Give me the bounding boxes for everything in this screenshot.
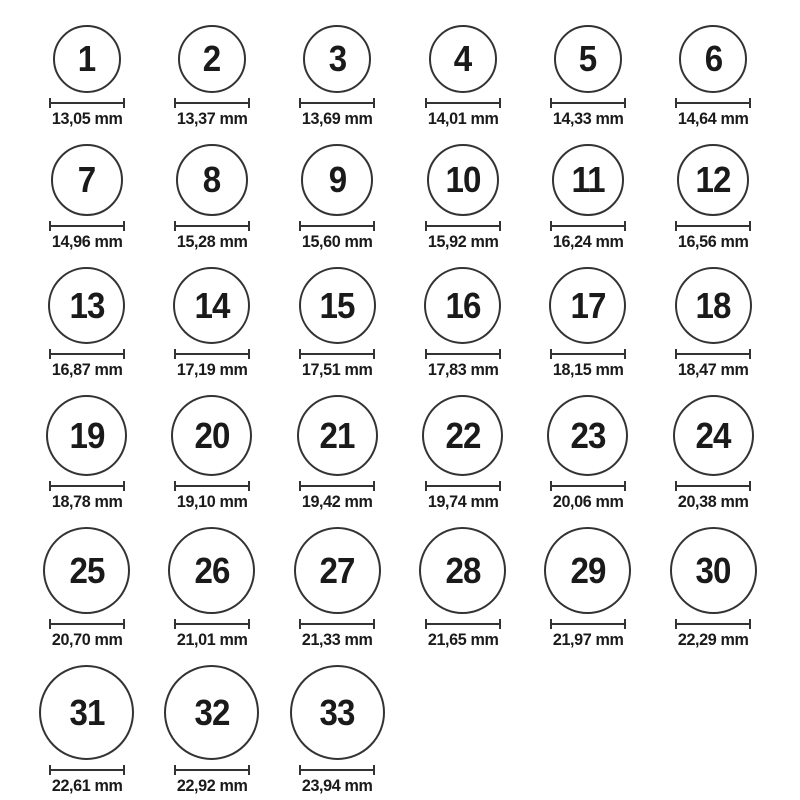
ring-size-number: 14 <box>194 284 230 326</box>
diameter-label: 21,65 mm <box>427 630 498 649</box>
diameter-label: 22,92 mm <box>176 776 248 795</box>
ring-size-number: 21 <box>319 414 355 456</box>
ring-size-number: 5 <box>579 38 597 79</box>
diameter-measure-bar-icon <box>49 619 125 629</box>
ring-size-number: 25 <box>69 549 105 591</box>
diameter-label: 14,64 mm <box>678 109 749 128</box>
ring-size-number: 24 <box>695 414 731 456</box>
ring-circle <box>297 395 378 476</box>
diameter-measure-bar-icon <box>49 221 125 231</box>
diameter-measure-bar-icon <box>174 619 250 629</box>
diameter-measure-bar-icon <box>425 221 501 231</box>
diameter-label: 21,33 mm <box>302 630 373 649</box>
diameter-measure-bar-icon <box>675 98 751 108</box>
ring-circle <box>424 267 501 344</box>
ring-size-number: 4 <box>453 38 472 79</box>
diameter-measure-bar-icon <box>550 619 626 629</box>
diameter-measure-bar-icon <box>299 349 375 359</box>
diameter-label: 19,74 mm <box>427 492 498 511</box>
ring-size-number: 22 <box>445 414 481 456</box>
ring-size-number: 10 <box>445 159 481 200</box>
ring-circle <box>419 527 506 614</box>
diameter-label: 18,78 mm <box>51 492 122 511</box>
ring-size-number: 12 <box>695 159 731 200</box>
diameter-measure-bar-icon <box>550 98 626 108</box>
diameter-label: 23,94 mm <box>302 776 373 795</box>
diameter-label: 14,01 mm <box>427 109 498 128</box>
diameter-measure-bar-icon <box>550 481 626 491</box>
ring-size-cell <box>49 25 125 127</box>
diameter-label: 17,83 mm <box>427 360 498 379</box>
diameter-measure-bar-icon <box>299 221 375 231</box>
ring-size-cell <box>549 267 626 378</box>
ring-size-number: 20 <box>194 414 230 456</box>
ring-size-cell <box>290 665 385 794</box>
diameter-label: 21,97 mm <box>552 630 624 649</box>
ring-size-cell <box>164 665 259 794</box>
ring-circle <box>554 25 622 93</box>
ring-size-number: 31 <box>69 691 105 733</box>
ring-size-cell <box>419 527 506 648</box>
ring-circle <box>164 665 259 760</box>
diameter-measure-bar-icon <box>425 98 501 108</box>
diameter-label: 13,69 mm <box>302 109 373 128</box>
ring-size-cell <box>174 25 250 127</box>
diameter-measure-bar-icon <box>49 481 125 491</box>
ring-size-cell <box>424 267 501 378</box>
diameter-measure-bar-icon <box>49 98 125 108</box>
ring-circle <box>549 267 626 344</box>
diameter-label: 20,06 mm <box>552 492 624 511</box>
diameter-label: 21,01 mm <box>176 630 248 649</box>
diameter-measure-bar-icon <box>299 765 375 775</box>
ring-size-cell <box>168 527 255 648</box>
ring-circle <box>673 395 754 476</box>
ring-size-cell <box>675 25 751 127</box>
ring-size-cell <box>297 395 378 510</box>
diameter-measure-bar-icon <box>425 619 501 629</box>
diameter-label: 16,87 mm <box>51 360 122 379</box>
diameter-label: 13,05 mm <box>51 109 122 128</box>
ring-size-number: 28 <box>445 549 481 591</box>
diameter-measure-bar-icon <box>174 349 250 359</box>
ring-size-number: 9 <box>328 159 347 200</box>
ring-circle <box>290 665 385 760</box>
ring-circle <box>178 25 246 93</box>
diameter-measure-bar-icon <box>299 619 375 629</box>
ring-circle <box>422 395 503 476</box>
ring-size-number: 16 <box>445 284 481 326</box>
diameter-label: 15,28 mm <box>176 232 248 251</box>
ring-size-number: 30 <box>695 549 731 591</box>
ring-size-number: 6 <box>704 38 723 79</box>
ring-size-number: 29 <box>570 549 606 591</box>
ring-circle <box>303 25 371 93</box>
ring-size-number: 13 <box>69 284 105 326</box>
diameter-label: 18,47 mm <box>678 360 749 379</box>
diameter-label: 15,92 mm <box>427 232 498 251</box>
diameter-measure-bar-icon <box>174 765 250 775</box>
ring-size-number: 7 <box>77 159 96 200</box>
ring-size-cell <box>171 395 252 510</box>
ring-circle <box>299 267 376 344</box>
ring-size-cell <box>425 144 501 250</box>
ring-size-number: 18 <box>695 284 731 326</box>
ring-size-cell <box>425 25 501 127</box>
ring-circle <box>547 395 628 476</box>
ring-size-cell <box>422 395 503 510</box>
diameter-label: 22,61 mm <box>51 776 122 795</box>
ring-circle <box>677 144 749 216</box>
ring-circle <box>294 527 381 614</box>
diameter-measure-bar-icon <box>299 98 375 108</box>
ring-size-number: 17 <box>570 284 606 326</box>
diameter-measure-bar-icon <box>675 481 751 491</box>
ring-circle <box>168 527 255 614</box>
ring-size-cell <box>173 267 250 378</box>
ring-circle <box>51 144 123 216</box>
ring-size-cell <box>675 144 751 250</box>
diameter-label: 16,56 mm <box>678 232 749 251</box>
ring-size-cell <box>299 144 375 250</box>
ring-size-number: 11 <box>571 159 605 200</box>
diameter-label: 14,96 mm <box>51 232 122 251</box>
ring-size-number: 8 <box>203 159 221 200</box>
ring-size-cell <box>670 527 757 648</box>
diameter-label: 19,10 mm <box>176 492 248 511</box>
ring-circle <box>48 267 125 344</box>
ring-circle <box>43 527 130 614</box>
ring-size-number: 33 <box>319 691 355 733</box>
ring-size-cell <box>673 395 754 510</box>
ring-circle <box>427 144 499 216</box>
ring-circle <box>53 25 121 93</box>
diameter-measure-bar-icon <box>550 221 626 231</box>
diameter-label: 22,29 mm <box>678 630 749 649</box>
ring-circle <box>173 267 250 344</box>
ring-circle <box>39 665 134 760</box>
ring-size-cell <box>49 144 125 250</box>
ring-circle <box>301 144 373 216</box>
ring-size-cell <box>299 267 376 378</box>
ring-circle <box>552 144 624 216</box>
ring-size-cell <box>48 267 125 378</box>
diameter-measure-bar-icon <box>49 765 125 775</box>
ring-size-cell <box>39 665 134 794</box>
ring-size-number: 2 <box>203 38 221 79</box>
ring-size-number: 32 <box>194 691 230 733</box>
diameter-measure-bar-icon <box>174 221 250 231</box>
ring-size-number: 23 <box>570 414 606 456</box>
diameter-label: 14,33 mm <box>552 109 624 128</box>
ring-size-cell <box>174 144 250 250</box>
diameter-measure-bar-icon <box>299 481 375 491</box>
diameter-label: 19,42 mm <box>302 492 373 511</box>
diameter-label: 20,38 mm <box>678 492 749 511</box>
ring-circle <box>670 527 757 614</box>
ring-circle <box>675 267 752 344</box>
ring-size-cell <box>550 25 626 127</box>
ring-size-cell <box>46 395 127 510</box>
ring-size-cell <box>43 527 130 648</box>
diameter-measure-bar-icon <box>174 98 250 108</box>
diameter-measure-bar-icon <box>675 349 751 359</box>
ring-circle <box>171 395 252 476</box>
diameter-measure-bar-icon <box>550 349 626 359</box>
diameter-label: 13,37 mm <box>176 109 248 128</box>
ring-size-number: 27 <box>319 549 355 591</box>
ring-size-cell <box>299 25 375 127</box>
diameter-measure-bar-icon <box>675 619 751 629</box>
diameter-measure-bar-icon <box>174 481 250 491</box>
ring-circle <box>46 395 127 476</box>
ring-size-cell <box>547 395 628 510</box>
diameter-label: 15,60 mm <box>302 232 373 251</box>
ring-circle <box>679 25 747 93</box>
ring-size-number: 3 <box>328 38 347 79</box>
diameter-measure-bar-icon <box>49 349 125 359</box>
diameter-measure-bar-icon <box>675 221 751 231</box>
ring-size-number: 15 <box>319 284 355 326</box>
ring-circle <box>429 25 497 93</box>
ring-size-number: 19 <box>69 414 105 456</box>
diameter-measure-bar-icon <box>425 349 501 359</box>
diameter-label: 18,15 mm <box>552 360 624 379</box>
diameter-label: 16,24 mm <box>552 232 624 251</box>
diameter-label: 20,70 mm <box>51 630 122 649</box>
ring-size-number: 26 <box>194 549 230 591</box>
diameter-label: 17,51 mm <box>302 360 373 379</box>
diameter-label: 17,19 mm <box>176 360 248 379</box>
ring-circle <box>544 527 631 614</box>
ring-size-cell <box>675 267 752 378</box>
ring-circle <box>176 144 248 216</box>
ring-size-number: 1 <box>77 38 96 79</box>
diameter-measure-bar-icon <box>425 481 501 491</box>
ring-size-cell <box>544 527 631 648</box>
ring-size-cell <box>294 527 381 648</box>
ring-size-cell <box>550 144 626 250</box>
